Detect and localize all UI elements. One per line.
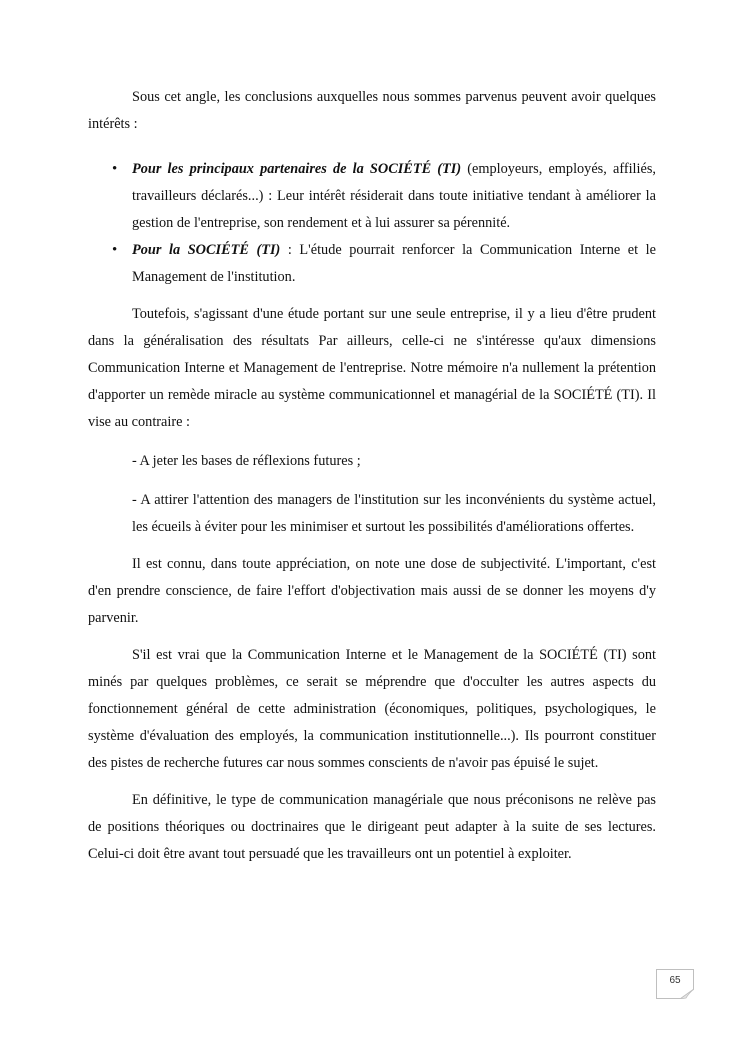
list-item <box>112 237 656 291</box>
bullet-icon: • <box>112 242 118 258</box>
list-item-label: Pour la SOCIÉTÉ (TI) <box>132 242 281 258</box>
list-item-text: (employeurs, employés, affiliés, travailleurs déclarés...) : Leur intérêt résiderait dans toute initiative tendant à améliorer la gestion de l'entreprise, son rendement et à lui assurer sa pérennité. <box>132 161 656 231</box>
page-number-box <box>656 969 694 999</box>
paragraph-subjectivity: Il est connu, dans toute appréciation, on note une dose de subjectivité. L'important, c'est d'en prendre conscience, de faire l'effort d'objectivation mais aussi de se donner les moyens d'y parvenir. <box>88 556 656 626</box>
objective-item: - A attirer l'attention des managers de l'institution sur les inconvénients du système actuel, les écueils à éviter pour les minimiser et surtout les possibilités d'améliorations offertes. <box>132 492 656 535</box>
list-item-text: : L'étude pourrait renforcer la Communication Interne et le Management de l'institution. <box>132 242 656 285</box>
list-item-label: Pour les principaux partenaires de la SOCIÉTÉ (TI) <box>132 161 462 177</box>
paragraph-conclusion: En définitive, le type de communication managériale que nous préconisons ne relève pas de positions théoriques ou doctrinaires que le dirigeant peut adapter à la suite de ses lectures. Celui-ci doit être avant tout persuadé que les travailleurs ont un potentiel à exploiter. <box>88 792 656 862</box>
page-curl-icon <box>680 989 694 999</box>
bullet-icon: • <box>112 161 118 177</box>
paragraph-other-aspects: S'il est vrai que la Communication Interne et le Management de la SOCIÉTÉ (TI) sont minés par quelques problèmes, ce serait se méprendre que d'occulter les autres aspects du fonctionnement général de cette administration (économiques, politiques, psychologiques, le système d'évaluation des employés, la communication institutionnelle...). Ils pourront constituer des pistes de recherche futures car nous sommes conscients de n'avoir pas épuisé le sujet. <box>88 647 656 771</box>
paragraph-intro: Sous cet angle, les conclusions auxquelles nous sommes parvenus peuvent avoir quelques intérêts : <box>88 89 656 132</box>
page-number: 65 <box>669 975 681 986</box>
page-body <box>88 84 656 868</box>
objective-item: - A jeter les bases de réflexions futures ; <box>132 453 361 469</box>
list-item <box>112 156 656 237</box>
paragraph-limits: Toutefois, s'agissant d'une étude portant sur une seule entreprise, il y a lieu d'être prudent dans la généralisation des résultats Par ailleurs, celle-ci ne s'intéresse qu'aux dimensions Communication Interne et Management de l'entreprise. Notre mémoire n'a nullement la prétention d'apporter un remède miracle au système communicationnel et managérial de la SOCIÉTÉ (TI). Il vise au contraire : <box>88 306 656 430</box>
interest-list <box>88 156 656 291</box>
